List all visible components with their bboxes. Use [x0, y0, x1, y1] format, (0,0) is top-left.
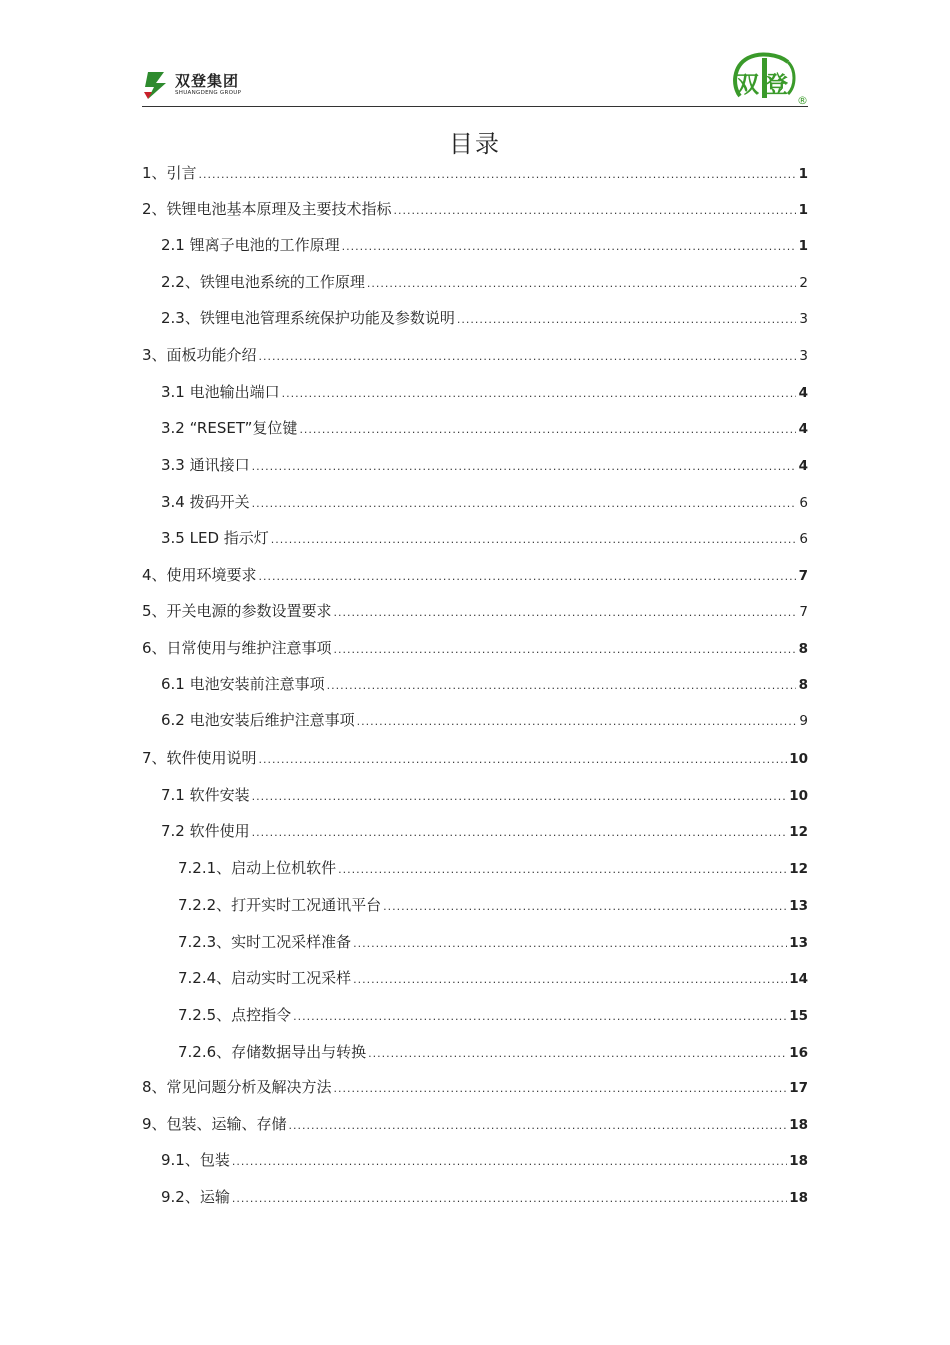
toc-dot-leader: [368, 1047, 787, 1060]
toc-title: 目录: [449, 130, 501, 158]
toc-entry[interactable]: [142, 344, 808, 366]
toc-entry[interactable]: [161, 417, 808, 439]
toc-entry-page: 4: [798, 385, 808, 401]
toc-entry-label: 9.2、运输: [161, 1188, 230, 1206]
toc-entry-page: 12: [789, 824, 808, 840]
toc-dot-leader: [252, 826, 788, 839]
toc-entry[interactable]: [161, 454, 808, 476]
toc-dot-leader: [394, 204, 796, 217]
toc-dot-leader: [259, 753, 788, 766]
toc-entry[interactable]: [161, 784, 808, 806]
toc-entry-page: 10: [789, 751, 808, 767]
brand-logo-left: [142, 68, 241, 102]
toc-entry[interactable]: [161, 1186, 808, 1208]
toc-entry-label: 7.2.3、实时工况采样准备: [178, 933, 352, 951]
toc-entry[interactable]: [178, 967, 808, 989]
toc-entry-label: 5、开关电源的参数设置要求: [142, 602, 332, 620]
toc-entry[interactable]: [142, 198, 808, 220]
toc-entry-page: 18: [789, 1117, 808, 1133]
toc-dot-leader: [353, 973, 787, 986]
toc-dot-leader: [457, 313, 796, 326]
toc-entry-label: 3、面板功能介绍: [142, 346, 257, 364]
toc-dot-leader: [338, 863, 787, 876]
toc-entry-label: 2.1 锂离子电池的工作原理: [161, 236, 340, 254]
toc-entry[interactable]: [161, 271, 808, 293]
toc-entry-page: 12: [789, 861, 808, 877]
toc-dot-leader: [199, 168, 796, 181]
toc-entry-label: 4、使用环境要求: [142, 566, 257, 584]
toc-entry-page: 4: [798, 421, 808, 437]
toc-entry-label: 6、日常使用与维护注意事项: [142, 639, 332, 657]
toc-entry[interactable]: [161, 307, 808, 329]
toc-entry-page: 16: [789, 1045, 808, 1061]
toc-entry-label: 2.3、铁锂电池管理系统保护功能及参数说明: [161, 309, 455, 327]
toc-entry-page: 18: [789, 1153, 808, 1169]
toc-entry[interactable]: [142, 1076, 808, 1098]
toc-entry-page: 8: [798, 677, 808, 693]
toc-entry-label: 9、包装、运输、存储: [142, 1115, 287, 1133]
toc-dot-leader: [353, 937, 787, 950]
toc-entry-page: 8: [798, 641, 808, 657]
toc-entry-label: 2、铁锂电池基本原理及主要技术指标: [142, 200, 392, 218]
toc-entry-page: 18: [789, 1190, 808, 1206]
toc-dot-leader: [342, 240, 796, 253]
toc-entry-label: 7.2 软件使用: [161, 822, 250, 840]
toc-entry[interactable]: [178, 894, 808, 916]
toc-entry[interactable]: [161, 709, 808, 731]
toc-dot-leader: [271, 533, 796, 546]
toc-entry[interactable]: [161, 820, 808, 842]
toc-entry[interactable]: [178, 857, 808, 879]
toc-entry-label: 7.2.5、点控指令: [178, 1006, 292, 1024]
toc-entry[interactable]: [161, 234, 808, 256]
toc-entry[interactable]: [142, 747, 808, 769]
toc-dot-leader: [232, 1192, 787, 1205]
toc-entry-label: 3.4 拨码开关: [161, 493, 250, 511]
toc-entry-page: 13: [789, 935, 808, 951]
toc-entry[interactable]: [178, 931, 808, 953]
toc-entry-label: 7.2.4、启动实时工况采样: [178, 969, 352, 987]
toc-entry-label: 7.2.2、打开实时工况通讯平台: [178, 896, 382, 914]
toc-entry-label: 7、软件使用说明: [142, 749, 257, 767]
toc-dot-leader: [334, 643, 796, 656]
toc-entry-page: 6: [799, 531, 808, 547]
toc-entry-label: 3.1 电池输出端口: [161, 383, 280, 401]
toc-entry[interactable]: [161, 1149, 808, 1171]
toc-entry[interactable]: [161, 527, 808, 549]
registered-mark: ®: [797, 94, 808, 107]
toc-entry-page: 9: [799, 713, 808, 729]
toc-entry[interactable]: [142, 162, 808, 184]
brand-seal-right: [730, 52, 808, 106]
toc-dot-leader: [327, 679, 796, 692]
toc-dot-leader: [259, 570, 796, 583]
brand-name-cn: 双登集团: [175, 71, 240, 90]
toc-entry-label: 7.2.1、启动上位机软件: [178, 859, 337, 877]
toc-dot-leader: [282, 387, 796, 400]
toc-dot-leader: [383, 900, 787, 913]
toc-entry-label: 3.5 LED 指示灯: [161, 529, 269, 547]
toc-entry-page: 7: [798, 568, 808, 584]
toc-entry-label: 6.1 电池安装前注意事项: [161, 675, 325, 693]
toc-dot-leader: [293, 1010, 787, 1023]
toc-entry[interactable]: [161, 381, 808, 403]
toc-dot-leader: [252, 790, 788, 803]
toc-entry-label: 3.2 “RESET”复位键: [161, 419, 298, 437]
toc-entry-label: 6.2 电池安装后维护注意事项: [161, 711, 355, 729]
toc-dot-leader: [252, 460, 796, 473]
page-header: [142, 50, 808, 107]
toc-entry[interactable]: [178, 1004, 808, 1026]
toc-dot-leader: [299, 423, 796, 436]
toc-entry-page: 4: [798, 458, 808, 474]
toc-entry-label: 7.1 软件安装: [161, 786, 250, 804]
toc-entry-page: 17: [789, 1080, 808, 1096]
toc-entry[interactable]: [142, 637, 808, 659]
toc-entry-label: 2.2、铁锂电池系统的工作原理: [161, 273, 365, 291]
toc-entry[interactable]: [142, 1113, 808, 1135]
toc-entry-label: 1、引言: [142, 164, 197, 182]
toc-entry-page: 15: [789, 1008, 808, 1024]
toc-entry-page: 1: [798, 202, 808, 218]
toc-entry-label: 9.1、包装: [161, 1151, 230, 1169]
toc-entry[interactable]: [178, 1041, 808, 1063]
brand-name-en: SHUANGDENG GROUP: [175, 89, 242, 96]
toc-entry-page: 1: [798, 166, 808, 182]
toc-entry-page: 2: [799, 275, 808, 291]
toc-entry-page: 3: [799, 311, 808, 327]
toc-dot-leader: [367, 277, 796, 290]
toc-dot-leader: [334, 606, 796, 619]
seal-text: 双登: [736, 71, 794, 98]
toc-dot-leader: [259, 350, 796, 363]
toc-entry[interactable]: [142, 600, 808, 622]
toc-entry-page: 14: [789, 971, 808, 987]
toc-entry-page: 10: [789, 788, 808, 804]
toc-entry-page: 3: [799, 348, 808, 364]
toc-dot-leader: [334, 1082, 788, 1095]
toc-entry-label: 3.3 通讯接口: [161, 456, 250, 474]
toc-dot-leader: [289, 1119, 788, 1132]
toc-entry[interactable]: [142, 564, 808, 586]
toc-entry-page: 1: [798, 238, 808, 254]
toc-entry-label: 8、常见问题分析及解决方法: [142, 1078, 332, 1096]
toc-dot-leader: [252, 497, 796, 510]
toc-entry[interactable]: [161, 673, 808, 695]
toc-entry-page: 7: [799, 604, 808, 620]
toc-entry-page: 13: [789, 898, 808, 914]
toc-entry-page: 6: [799, 495, 808, 511]
toc-dot-leader: [232, 1155, 787, 1168]
toc-dot-leader: [357, 715, 796, 728]
lightning-logo-icon: [142, 70, 172, 100]
toc-entry[interactable]: [161, 491, 808, 513]
toc-entry-label: 7.2.6、存储数据导出与转换: [178, 1043, 367, 1061]
